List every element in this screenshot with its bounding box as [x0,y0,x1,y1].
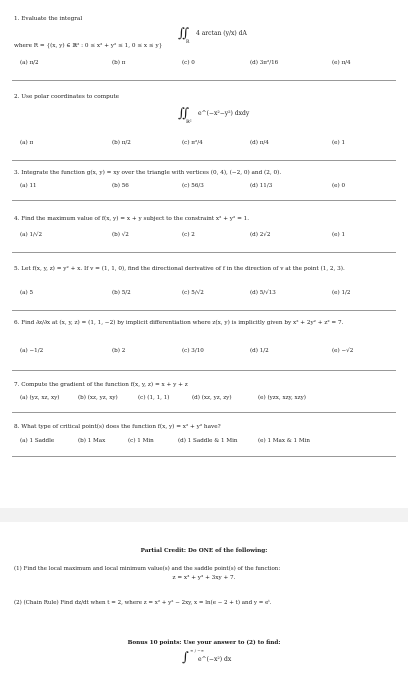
divider [12,310,396,311]
q3-option-a[interactable]: (a) 11 [20,183,37,189]
q7-option-e[interactable]: (e) (yzx, xzy, xzy) [258,395,306,401]
divider [12,412,396,413]
q4-option-a[interactable]: (a) 1/√2 [20,232,43,238]
question-2: 2. Use polar coordinates to compute [14,94,120,100]
q4-option-b[interactable]: (b) √2 [112,232,129,238]
q6-option-c[interactable]: (c) 3/10 [182,348,204,354]
q7-option-c[interactable]: (c) (1, 1, 1) [138,395,170,401]
double-integral-symbol-2: ∬ [178,106,190,121]
q2-option-e[interactable]: (e) 1 [332,140,346,146]
divider [12,200,396,201]
q2-option-a[interactable]: (a) π [20,140,34,146]
q1-option-b[interactable]: (b) π [112,60,126,66]
divider [12,252,396,253]
question-1-region: where R = {(x, y) ∈ ℝ² : 0 ≤ x² + y² ≤ 1, 0 ≤ x ≤ y} [14,43,163,49]
integral-region-1: R [186,40,190,45]
question-6: 6. Find ∂z/∂x at (x, y, z) = (1, 1, −2) by implicit differentiation where z(x, y) is implicitly given by x² + 2y² + z² = 7. [14,320,344,326]
q2-option-d[interactable]: (d) π/4 [250,140,269,146]
q8-option-e[interactable]: (e) 1 Max & 1 Min [258,438,310,444]
bonus-heading: Bonus 10 points: Use your answer to (2) to find: [127,640,281,646]
partial-credit-item-1-function: z = x³ + y³ + 3xy + 7. [172,575,236,581]
bonus-integral-limits: ∞ / −∞ [190,648,204,653]
q8-option-b[interactable]: (b) 1 Max [78,438,106,444]
divider [12,456,396,457]
partial-credit-heading: Partial Credit: Do ONE of the following: [140,548,268,554]
q2-option-c[interactable]: (c) π²/4 [182,140,203,146]
q1-option-d[interactable]: (d) 3π²/16 [250,60,279,66]
q6-option-d[interactable]: (d) 1/2 [250,348,269,354]
divider [12,370,396,371]
integrand-2: e^(−x²−y²) dxdy [198,110,250,117]
q6-option-b[interactable]: (b) 2 [112,348,126,354]
q3-option-d[interactable]: (d) 11/3 [250,183,273,189]
bonus-integral-symbol: ∫ [182,650,189,665]
partial-credit-item-1: (1) Find the local maximum and local minimum value(s) and the saddle point(s) of the function: [14,566,281,572]
q5-option-a[interactable]: (a) 5 [20,290,34,296]
q7-option-d[interactable]: (d) (xz, yz, zy) [192,395,232,401]
q3-option-e[interactable]: (e) 0 [332,183,346,189]
integrand-1: 4 arctan (y/x) dA [196,30,247,37]
q1-option-e[interactable]: (e) π/4 [332,60,351,66]
integral-region-2: ℝ² [186,120,192,125]
q5-option-e[interactable]: (e) 1/2 [332,290,351,296]
q3-option-b[interactable]: (b) 56 [112,183,129,189]
q3-option-c[interactable]: (c) 56/3 [182,183,204,189]
q7-option-b[interactable]: (b) (xz, yz, xy) [78,395,118,401]
q4-option-c[interactable]: (c) 2 [182,232,195,238]
question-8: 8. What type of critical point(s) does the function f(x, y) = x² + y² have? [14,424,221,430]
q6-option-e[interactable]: (e) −√2 [332,348,354,354]
divider [12,80,396,81]
q4-option-d[interactable]: (d) 2√2 [250,232,271,238]
q7-option-a[interactable]: (a) (yz, xz, xy) [20,395,60,401]
q8-option-a[interactable]: (a) 1 Saddle [20,438,55,444]
question-1: 1. Evaluate the integral [14,16,83,22]
q2-option-b[interactable]: (b) π/2 [112,140,131,146]
question-5: 5. Let f(x, y, z) = y² + x. If v = (1, 1, 0), find the directional derivative of f in the direction of v at the point (1, 2, 3). [14,266,345,272]
q8-option-c[interactable]: (c) 1 Min [128,438,154,444]
question-3: 3. Integrate the function g(x, y) = xy over the triangle with vertices (0, 4), (−2, 0) and (2, 0). [14,170,282,176]
question-4: 4. Find the maximum value of f(x, y) = x + y subject to the constraint x² + y² = 1. [14,216,250,222]
q5-option-c[interactable]: (c) 5/√2 [182,290,204,296]
q5-option-d[interactable]: (d) 5/√13 [250,290,276,296]
q6-option-a[interactable]: (a) −1/2 [20,348,44,354]
bonus-integrand: e^(−x²) dx [198,656,232,663]
q5-option-b[interactable]: (b) 5/2 [112,290,131,296]
q1-option-a[interactable]: (a) π/2 [20,60,39,66]
q1-option-c[interactable]: (c) 0 [182,60,195,66]
double-integral-symbol-1: ∬ [178,26,190,41]
exam-page-2 [0,522,408,700]
q8-option-d[interactable]: (d) 1 Saddle & 1 Min [178,438,238,444]
partial-credit-item-2: (2) (Chain Rule) Find dz/dt when t = 2, where z = x² + y² − 2xy, x = ln(e − 2 + t) and y = eᵗ. [14,600,272,606]
question-7: 7. Compute the gradient of the function f(x, y, z) = x + y + z [14,382,188,388]
q4-option-e[interactable]: (e) 1 [332,232,346,238]
divider [12,160,396,161]
